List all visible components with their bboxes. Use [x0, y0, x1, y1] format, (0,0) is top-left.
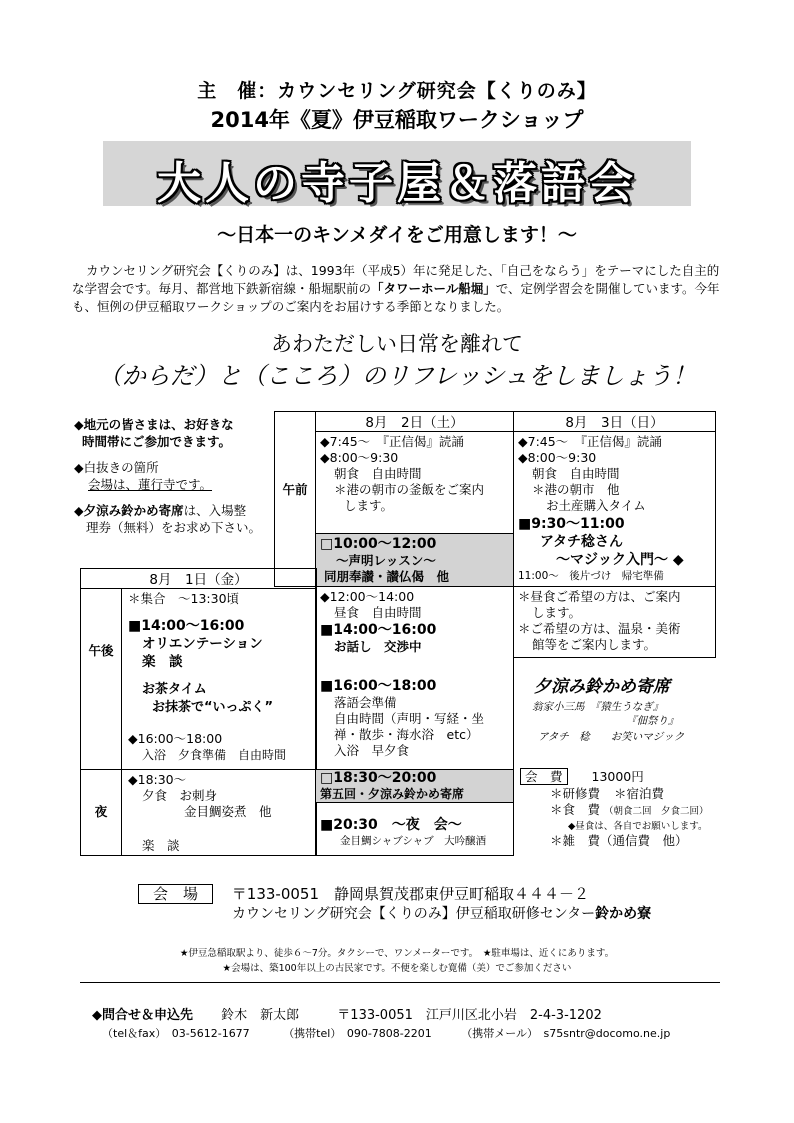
d2h-0: □10:00～12:00 [320, 536, 437, 552]
d3m-1: ◆8:00～9:30 [518, 450, 597, 465]
d2n-1: 金目鯛シャブシャブ 大吟醸酒 [340, 835, 487, 847]
slogan-line-1: あわただしい日常を離れて [271, 332, 523, 356]
d3m-4: お土産購入タイム [546, 498, 646, 513]
d1a-4: お茶タイム [142, 682, 207, 697]
note-yose-2: 理券（無料）をお求め下さい。 [86, 520, 262, 535]
fees-misc: ＊雑 費（通信費 他） [550, 833, 688, 848]
afternoon-label: 午後 [88, 643, 114, 658]
d2a-0: ◆12:00～14:00 [320, 589, 415, 604]
d1n-1: 夕食 お刺身 [142, 788, 218, 803]
fees-lodging: ＊宿泊費 [614, 786, 665, 801]
d3m-5: ■9:30～11:00 [518, 516, 625, 532]
d3m-0: ◆7:45～ 『正信偈』読誦 [518, 434, 662, 449]
venue-block [138, 884, 738, 924]
d2a-8: 入浴 早夕食 [334, 743, 410, 758]
yose-line-3: アタチ 稔 お笑いマジック [538, 731, 685, 743]
note-white-1: ◆白抜きの箇所 [74, 460, 159, 475]
d1a-0: ＊集合 ～13:30頃 [128, 591, 240, 606]
yose-program [520, 676, 720, 756]
intro-paragraph [72, 262, 722, 316]
yose-line-2: 『佃祭り』 [626, 715, 679, 727]
morning-label: 午前 [282, 482, 308, 497]
access-line-2: ★会場は、築100年以上の古民家です。不便を楽しむ寛備（美）でご参加ください [222, 963, 572, 974]
title-banner [103, 141, 691, 209]
day3-morning-cell [513, 431, 716, 587]
fees-label: 会 費 [520, 768, 568, 785]
d2nh-0: □18:30～20:00 [320, 770, 437, 786]
venue-address: 〒133-0051 静岡県賀茂郡東伊豆町稲取４４４－２ [231, 885, 590, 903]
yose-line-1: 翁家小三馬 『猿生うなぎ』 [532, 701, 664, 713]
fees-food-note: （朝食二回 夕食二回） [604, 806, 709, 817]
intro-text-2: で、定例学習会を開催しています。今年も、恒例の伊豆稲取ワークショップのご案内をお届けする季節となりました。 [72, 281, 720, 314]
d1a-5: お抹茶で“いっぷく” [152, 700, 274, 715]
intro-text-1: カウンセリング研究会【くりのみ】は、1993年（平成5）年に発足した、「自己をならう」をテーマにした自主的な学習会です。毎月、都営地下鉄新宿線・船堀駅前の [72, 263, 720, 296]
d1a-7: 入浴 夕食準備 自由時間 [142, 748, 287, 762]
d1n-3: 楽 談 [142, 838, 180, 853]
day2-header-cell [315, 411, 514, 432]
access-notes [0, 946, 794, 976]
d2a-7: 禅・散歩・海水浴 etc） [334, 727, 479, 742]
day3-afternoon-cell [513, 586, 716, 658]
tagline: ～日本一のキンメダイをご用意します！～ [217, 224, 577, 246]
night-label: 夜 [94, 804, 108, 819]
d1a-3: 楽 談 [142, 654, 183, 670]
contact-address: 〒133-0051 江戸川区北小岩 2-4-3-1202 [337, 1008, 602, 1023]
d1n-2: 金目鯛姿煮 他 [184, 804, 272, 819]
d2a-2: ■14:00～16:00 [320, 622, 437, 638]
day1-afternoon-cell [121, 588, 317, 770]
contact-label: ◆問合せ＆申込先 [92, 1008, 193, 1023]
venue-facility-bold: 鈴かめ寮 [595, 906, 652, 922]
fees-research: ＊研修費 [550, 786, 601, 801]
day1-header: 8月 1日（金） [149, 572, 248, 588]
note-yose-1-tail: は、入場整 [183, 503, 247, 518]
participation-notes [74, 416, 274, 536]
afternoon-label-cell [80, 588, 122, 770]
d1a-6: ◆16:00～18:00 [128, 731, 223, 746]
contact-tel: （tel＆fax） 03-5612-1677 [102, 1027, 250, 1040]
fees-total: 13000円 [591, 769, 644, 784]
d3m-3: ＊港の朝市 他 [532, 482, 620, 497]
morning-label-cell [274, 411, 316, 587]
sponsor-line: 主 催：カウンセリング研究会【くりのみ】 [197, 80, 597, 102]
note-local-1: ◆地元の皆さまは、お好きな [74, 417, 234, 432]
slogan-line-2: （からだ）と（こころ）のリフレッシュをしましょう！ [97, 362, 697, 390]
d3a-1: します。 [532, 605, 582, 620]
day3-header: 8月 3日（日） [565, 415, 664, 431]
day2-morning-cell [315, 431, 514, 534]
night-label-cell [80, 769, 122, 856]
d3m-7: ～マジック入門～ ◆ [556, 552, 684, 568]
d1n-0: ◆18:30～ [128, 772, 187, 787]
d2n-0: ■20:30 ～夜 会～ [320, 817, 462, 833]
d2a-5: 落語会準備 [334, 695, 397, 710]
contact-mobile: （携帯tel） 090-7808-2201 [283, 1027, 432, 1040]
d1a-1: ■14:00～16:00 [128, 618, 245, 634]
d2m-1: ◆8:00～9:30 [320, 450, 399, 465]
d3m-2: 朝食 自由時間 [532, 466, 620, 481]
d3a-2: ＊ご希望の方は、温泉・美術 [518, 621, 681, 636]
d2h-2: 同朋奉讃・讃仏偈 他 [324, 569, 450, 584]
fees-lunch-note: ◆昼食は、各自でお願いします。 [568, 821, 708, 832]
d2m-4: します。 [344, 498, 394, 513]
access-line-1: ★伊豆急稲取駅より、徒歩６～7分。タクシーで、ワンメーターです。 ★駐車場は、近くにあります。 [179, 948, 615, 959]
workshop-title: 2014年《夏》伊豆稲取ワークショップ [210, 108, 584, 132]
day2-afternoon-cell [315, 586, 514, 770]
d1a-2: オリエンテーション [142, 636, 263, 652]
d2a-3: お話し 交渉中 [334, 639, 422, 654]
d3m-6: アタチ稔さん [540, 534, 624, 550]
note-white-2: 会場は、蓮行寺です。 [88, 477, 213, 492]
d3a-3: 館等をご案内します。 [532, 637, 657, 652]
d3m-8: 11:00～ 後片づけ 帰宅準備 [518, 570, 664, 582]
d3a-0: ＊昼食ご希望の方は、ご案内 [518, 589, 681, 604]
d2m-3: ＊港の朝市の釜飯をご案内 [334, 482, 485, 497]
fees-block [520, 768, 720, 856]
venue-facility: カウンセリング研究会【くりのみ】伊豆稲取研修センター [232, 906, 596, 922]
d2a-4: ■16:00～18:00 [320, 678, 437, 694]
day2-header: 8月 2日（土） [365, 415, 464, 431]
day1-night-cell [121, 769, 317, 856]
note-local-2: 時間帯にご参加できます。 [82, 434, 232, 449]
day2-night-cell [315, 802, 514, 856]
d2m-2: 朝食 自由時間 [334, 466, 422, 481]
day1-header-cell [80, 568, 317, 589]
d2a-1: 昼食 自由時間 [334, 605, 422, 620]
d2h-1: ～声明レッスン～ [336, 553, 436, 568]
yose-title: 夕涼み鈴かめ寄席 [534, 677, 670, 697]
day3-header-cell [513, 411, 716, 432]
day2-lesson-cell [315, 533, 514, 587]
d2nh-1: 第五回・夕涼み鈴かめ寄席 [320, 787, 465, 801]
note-yose-1: ◆夕涼み鈴かめ寄席 [74, 503, 184, 518]
footer-divider [80, 982, 720, 983]
contact-name: 鈴木 新太郎 [221, 1008, 300, 1023]
contact-mail: （携帯メール） s75sntr@docomo.ne.jp [461, 1027, 671, 1040]
d2a-6: 自由時間（声明・写経・坐 [334, 711, 485, 726]
d2m-0: ◆7:45～ 『正信偈』読誦 [320, 434, 464, 449]
contact-block [92, 1007, 732, 1042]
intro-venue: 「タワーホール船堀」 [371, 281, 496, 296]
fees-food: ＊食 費 [550, 802, 601, 817]
venue-label: 会 場 [138, 884, 213, 904]
banner-title: 大人の寺子屋＆落語会 [157, 158, 637, 209]
day2-yose-cell [315, 769, 514, 803]
